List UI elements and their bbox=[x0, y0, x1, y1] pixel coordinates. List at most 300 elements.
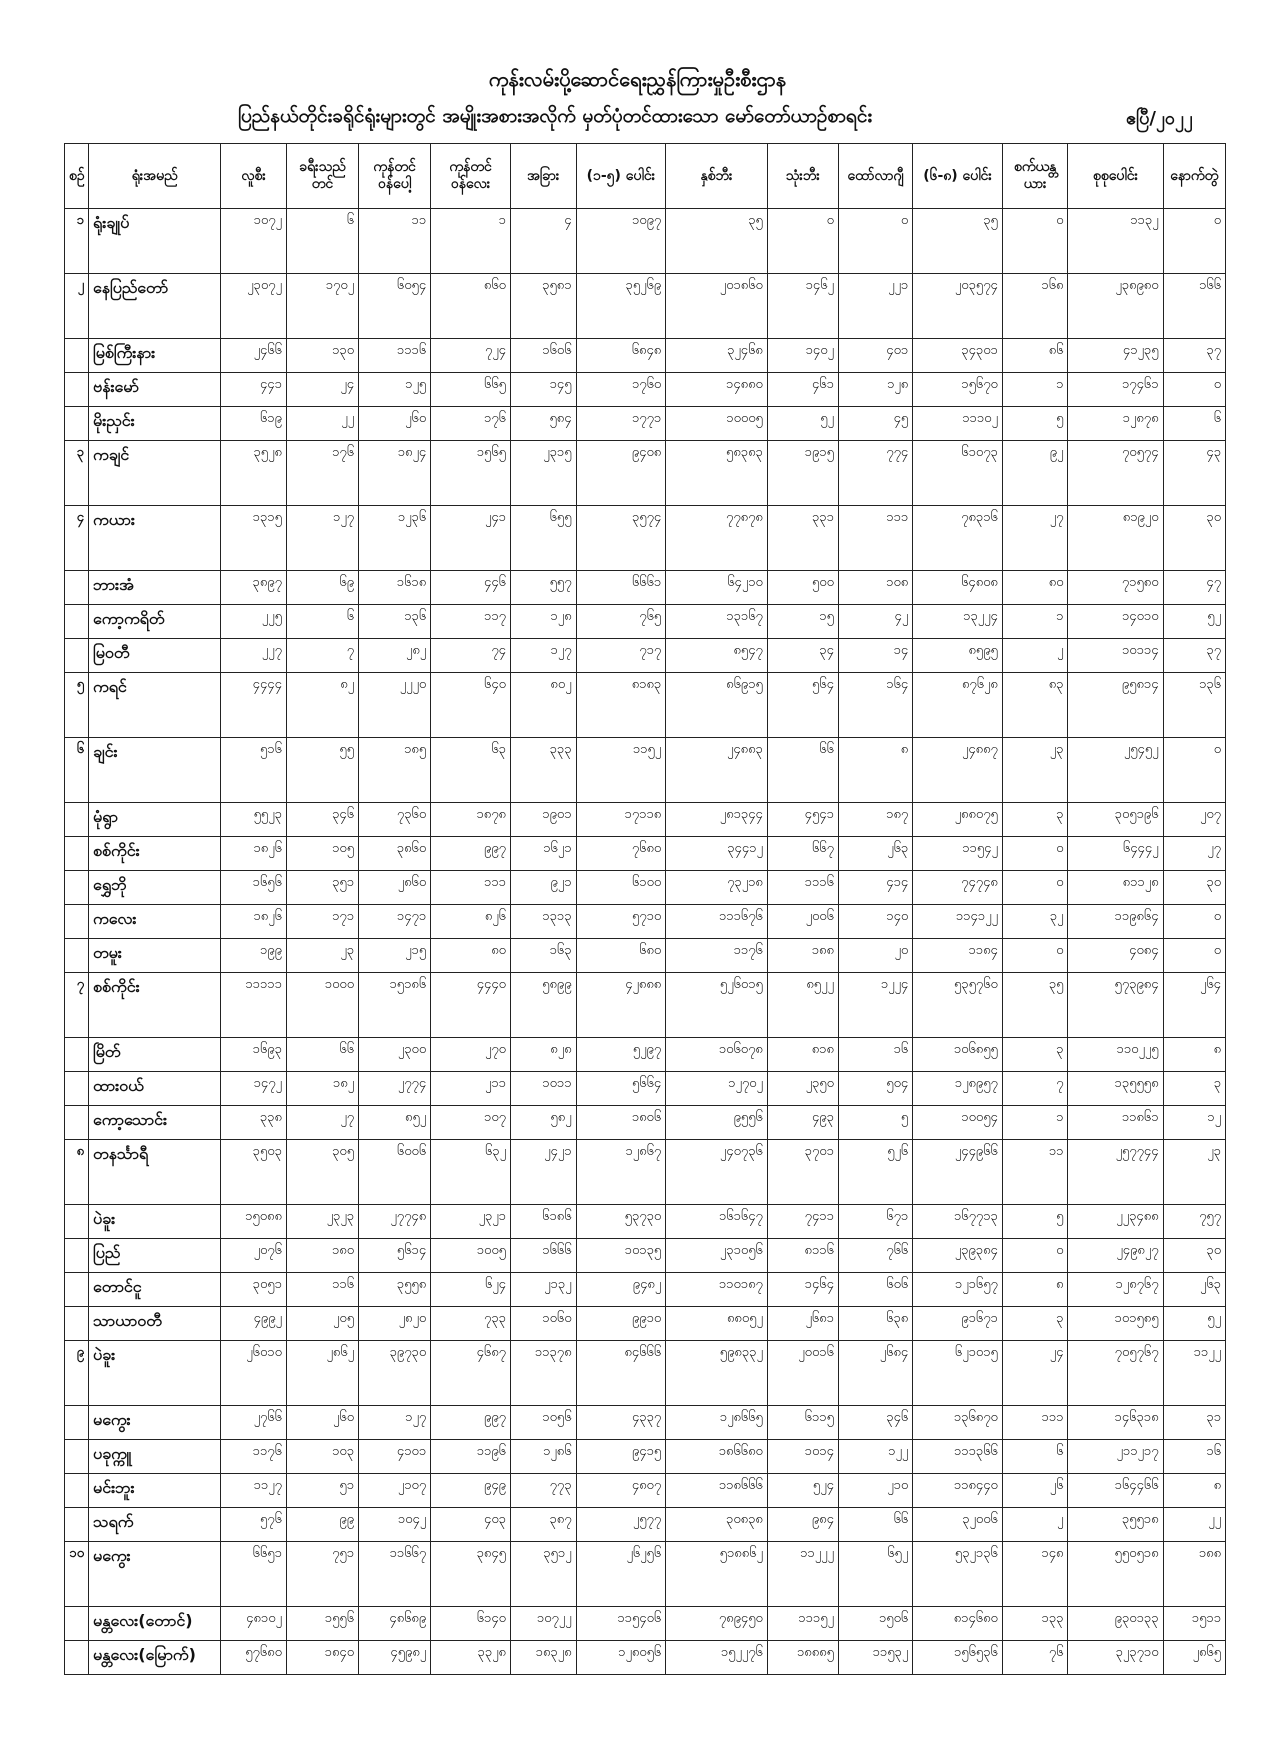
table-cell: ၆၀၆ bbox=[838, 1273, 912, 1307]
table-cell: ၄၅ bbox=[838, 407, 912, 441]
table-cell: ၁၈၂၄ bbox=[359, 441, 431, 506]
table-cell: ၆၆၅၁ bbox=[221, 1542, 287, 1607]
table-cell: ၆၆၆၁ bbox=[576, 571, 666, 605]
table-cell: ၁၉၁၅ bbox=[767, 441, 838, 506]
row-number bbox=[65, 1406, 89, 1440]
table-cell: ၂၂၅ bbox=[221, 605, 287, 639]
table-cell: ၆၀၀၆ bbox=[359, 1140, 431, 1205]
table-cell: ၁၆၉၃ bbox=[221, 1038, 287, 1072]
table-cell: ၀ bbox=[1163, 738, 1225, 803]
row-number: ၇ bbox=[65, 973, 89, 1038]
table-cell: ၀ bbox=[1002, 939, 1068, 973]
table-row bbox=[65, 1542, 1226, 1607]
table-row bbox=[65, 1406, 1226, 1440]
table-cell: ၄၃ bbox=[1163, 441, 1225, 506]
table-row bbox=[65, 1341, 1226, 1406]
table-cell: ၄၆၈၇ bbox=[431, 1341, 511, 1406]
table-cell: ၁၄၈၈၀ bbox=[666, 373, 768, 407]
table-cell: ၁၁၂၂၂ bbox=[767, 1542, 838, 1607]
table-cell: ၁၁၁၆ bbox=[767, 871, 838, 905]
table-cell: ၁၀၁၃၅ bbox=[576, 1239, 666, 1273]
table-cell: ၁၁၃၇၈ bbox=[510, 1341, 576, 1406]
table-cell: ၃၉၇၃၀ bbox=[359, 1341, 431, 1406]
table-cell: ၁၁၅၂ bbox=[576, 738, 666, 803]
table-cell: ၇၀၅၇၄ bbox=[1068, 441, 1163, 506]
column-header: (၁-၅) ပေါင်း bbox=[576, 144, 666, 209]
table-cell: ၁၂၈၇၆၇ bbox=[1068, 1273, 1163, 1307]
table-cell: ၇၇၃ bbox=[510, 1474, 576, 1508]
office-name: ဘားအံ bbox=[89, 571, 221, 605]
table-cell: ၂၂၃၄၈၈ bbox=[1068, 1205, 1163, 1239]
table-cell: ၂၇၆၆ bbox=[221, 1406, 287, 1440]
table-cell: ၃၀ bbox=[1163, 1239, 1225, 1273]
table-cell: ၁၀၇ bbox=[431, 1106, 511, 1140]
table-cell: ၁၁၅၄၂ bbox=[913, 837, 1003, 871]
office-name: မုံရွာ bbox=[89, 803, 221, 837]
table-cell: ၂၄၈၈၇ bbox=[913, 738, 1003, 803]
table-cell: ၁၀၃ bbox=[286, 1440, 358, 1474]
table-cell: ၂၄၂၁ bbox=[510, 1140, 576, 1205]
table-cell: ၂၆ bbox=[1002, 1474, 1068, 1508]
table-cell: ၁၄၆၃၁၈ bbox=[1068, 1406, 1163, 1440]
table-cell: ၁၁၇ bbox=[431, 605, 511, 639]
table-cell: ၁ bbox=[1002, 605, 1068, 639]
office-name: မြဝတီ bbox=[89, 639, 221, 673]
table-cell: ၁၃၆ bbox=[359, 605, 431, 639]
table-cell: ၁၁၃၂ bbox=[1068, 209, 1163, 274]
table-cell: ၈၈၀၅၂ bbox=[666, 1307, 768, 1341]
office-name: ပြည် bbox=[89, 1239, 221, 1273]
table-cell: ၄၁၂၃၅ bbox=[1068, 339, 1163, 373]
office-name: တောင်ငူ bbox=[89, 1273, 221, 1307]
table-cell: ၁၀၅၆ bbox=[510, 1406, 576, 1440]
table-cell: ၂၅၄၅၂ bbox=[1068, 738, 1163, 803]
table-cell: ၁၀၄၂ bbox=[359, 1508, 431, 1542]
row-number bbox=[65, 1474, 89, 1508]
table-cell: ၃၃၂၈ bbox=[431, 1641, 511, 1675]
table-cell: ၁၇၇၁ bbox=[576, 407, 666, 441]
row-number bbox=[65, 1239, 89, 1273]
table-cell: ၁၂၈၀၅၆ bbox=[576, 1641, 666, 1675]
table-cell: ၄၁၄ bbox=[838, 871, 912, 905]
table-cell: ၁၈၅ bbox=[359, 738, 431, 803]
table-cell: ၁၉၉ bbox=[221, 939, 287, 973]
table-cell: ၃၂၀၀၆ bbox=[913, 1508, 1003, 1542]
office-name: သာယာဝတီ bbox=[89, 1307, 221, 1341]
register-title: ပြည်နယ်တိုင်းခရိုင်ရုံးများတွင် အမျိုးအစားအလိုက် မှတ်ပုံတင်ထားသော မော်တော်ယာဉ်စာရင်း bbox=[237, 105, 873, 127]
table-cell: ၅၀၀ bbox=[767, 571, 838, 605]
table-cell: ၈၆၀ bbox=[431, 274, 511, 339]
table-cell: ၁၁၅၄၀၆ bbox=[576, 1607, 666, 1641]
table-cell: ၁၄၇၂ bbox=[221, 1072, 287, 1106]
table-cell: ၂၄၀၇၃၆ bbox=[666, 1140, 768, 1205]
table-cell: ၇၃၃ bbox=[431, 1307, 511, 1341]
table-cell: ၈၅၂ bbox=[359, 1106, 431, 1140]
table-cell: ၆၆ bbox=[767, 738, 838, 803]
table-cell: ၅၈၃၈၃ bbox=[666, 441, 768, 506]
table-cell: ၁၇၁ bbox=[286, 905, 358, 939]
table-cell: ၄၉၉၂ bbox=[221, 1307, 287, 1341]
table-row bbox=[65, 1038, 1226, 1072]
table-cell: ၄၂ bbox=[838, 605, 912, 639]
office-name: မြိတ် bbox=[89, 1038, 221, 1072]
office-name: ရွှေဘို bbox=[89, 871, 221, 905]
table-cell: ၆၉ bbox=[286, 571, 358, 605]
table-cell: ၀ bbox=[1163, 939, 1225, 973]
row-number bbox=[65, 1607, 89, 1641]
table-cell: ၂၃၁၀၅၆ bbox=[666, 1239, 768, 1273]
table-cell: ၁၁၂၇ bbox=[221, 1474, 287, 1508]
table-cell: ၀ bbox=[767, 209, 838, 274]
table-cell: ၁၆၆ bbox=[1163, 274, 1225, 339]
column-header: စက်ယန္တယား bbox=[1002, 144, 1068, 209]
table-cell: ၁၀၀၀၅ bbox=[666, 407, 768, 441]
table-cell: ၆၀၅၄ bbox=[359, 274, 431, 339]
table-cell: ၁၂၇ bbox=[510, 639, 576, 673]
table-cell: ၅၂ bbox=[1163, 1307, 1225, 1341]
table-cell: ၅၁၈၈၆၂ bbox=[666, 1542, 768, 1607]
table-cell: ၁၁၁၆၇၆ bbox=[666, 905, 768, 939]
table-cell: ၃၁ bbox=[1163, 1406, 1225, 1440]
table-cell: ၁၁၁ bbox=[838, 506, 912, 571]
table-cell: ၃၅ bbox=[666, 209, 768, 274]
table-cell: ၄၄၆ bbox=[431, 571, 511, 605]
table-cell: ၆၄၈၀၈ bbox=[913, 571, 1003, 605]
table-cell: ၂၆၃ bbox=[838, 837, 912, 871]
table-cell: ၁၁၁ bbox=[1002, 1406, 1068, 1440]
table-cell: ၁၅၅၆ bbox=[286, 1607, 358, 1641]
table-cell: ၁၃၆၈၇၀ bbox=[913, 1406, 1003, 1440]
table-cell: ၅၇၆ bbox=[221, 1508, 287, 1542]
table-cell: ၂၂၇ bbox=[221, 639, 287, 673]
table-cell: ၅၇၆၈၀ bbox=[221, 1641, 287, 1675]
column-header: ထော်လာဂျီ bbox=[838, 144, 912, 209]
table-cell: ၅၅၀၅၁၈ bbox=[1068, 1542, 1163, 1607]
column-header: ကုန်တင်ဝန်ပေါ့ bbox=[359, 144, 431, 209]
table-cell: ၅၇၃၉၈၄ bbox=[1068, 973, 1163, 1038]
table-cell: ၄၀၁ bbox=[838, 339, 912, 373]
table-cell: ၂၈၁၃၄၄ bbox=[666, 803, 768, 837]
table-cell: ၁၅၁၈၆ bbox=[359, 973, 431, 1038]
table-cell: ၁၃၃ bbox=[1002, 1607, 1068, 1641]
table-cell: ၆၆၇ bbox=[767, 837, 838, 871]
table-row bbox=[65, 1072, 1226, 1106]
table-cell: ၂၀၀၁၆ bbox=[767, 1341, 838, 1406]
table-cell: ၁၅၆၇၀ bbox=[913, 373, 1003, 407]
table-cell: ၆၃ bbox=[431, 738, 511, 803]
table-cell: ၆၃၂ bbox=[431, 1140, 511, 1205]
row-number: ၉ bbox=[65, 1341, 89, 1406]
column-header: စဉ် bbox=[65, 144, 89, 209]
table-cell: ၂၀၇၆ bbox=[221, 1239, 287, 1273]
table-cell: ၂၄၈၈၃ bbox=[666, 738, 768, 803]
table-cell: ၇၃၆၀ bbox=[359, 803, 431, 837]
office-name: မိုးညှင်း bbox=[89, 407, 221, 441]
table-cell: ၁ bbox=[431, 209, 511, 274]
table-cell: ၉၅၅၆ bbox=[666, 1106, 768, 1140]
row-number: ၆ bbox=[65, 738, 89, 803]
table-cell: ၁၀၆၈၅၅ bbox=[913, 1038, 1003, 1072]
table-cell: ၂၃ bbox=[1002, 738, 1068, 803]
table-cell: ၂၃ bbox=[1163, 1140, 1225, 1205]
table-cell: ၃၅၁၂ bbox=[510, 1542, 576, 1607]
table-cell: ၂၂၂၀ bbox=[359, 673, 431, 738]
table-cell: ၄၄၄၄ bbox=[221, 673, 287, 738]
table-cell: ၁၂ bbox=[1163, 1106, 1225, 1140]
table-cell: ၁၆၄၄၆၆ bbox=[1068, 1474, 1163, 1508]
table-cell: ၉၉၇ bbox=[431, 837, 511, 871]
table-cell: ၈၁၄၆၈၀ bbox=[913, 1607, 1003, 1641]
column-header: အခြား bbox=[510, 144, 576, 209]
table-cell: ၈၁၈ bbox=[767, 1038, 838, 1072]
table-cell: ၁၆၁၆၄၇ bbox=[666, 1205, 768, 1239]
table-cell: ၆၄၄၄၂ bbox=[1068, 837, 1163, 871]
table-cell: ၁၀၈ bbox=[838, 571, 912, 605]
table-cell: ၁၃၀ bbox=[286, 339, 358, 373]
table-cell: ၂၈၆၂ bbox=[286, 1341, 358, 1406]
table-cell: ၅၂၆၀၁၅ bbox=[666, 973, 768, 1038]
table-cell: ၁၆၁၈ bbox=[359, 571, 431, 605]
column-header: စုစုပေါင်း bbox=[1068, 144, 1163, 209]
table-cell: ၅၈၄ bbox=[510, 407, 576, 441]
table-cell: ၇၄ bbox=[431, 639, 511, 673]
table-cell: ၁၆၆၆ bbox=[510, 1239, 576, 1273]
table-cell: ၆၂၁၀၁၅ bbox=[913, 1341, 1003, 1406]
table-cell: ၃၅၅၁၈ bbox=[1068, 1508, 1163, 1542]
header-row bbox=[65, 144, 1226, 209]
table-row bbox=[65, 373, 1226, 407]
table-cell: ၁၂၂ bbox=[838, 1440, 912, 1474]
office-name: နေပြည်တော် bbox=[89, 274, 221, 339]
table-cell: ၂၃၀၀ bbox=[359, 1038, 431, 1072]
table-cell: ၈၂၈ bbox=[510, 1038, 576, 1072]
row-number: ၅ bbox=[65, 673, 89, 738]
table-cell: ၅၉၈၃၃၂ bbox=[666, 1341, 768, 1406]
table-cell: ၁၄၆၂ bbox=[767, 274, 838, 339]
table-cell: ၁၁၈၄၄၀ bbox=[913, 1474, 1003, 1508]
table-cell: ၃၀၈၃၈ bbox=[666, 1508, 768, 1542]
table-cell: ၇၅၇ bbox=[1163, 1205, 1225, 1239]
table-cell: ၂၇၀ bbox=[431, 1038, 511, 1072]
table-cell: ၈ bbox=[1002, 1273, 1068, 1307]
table-cell: ၅ bbox=[1002, 407, 1068, 441]
table-cell: ၂၁၁ bbox=[431, 1072, 511, 1106]
table-cell: ၁၇၁၁၈ bbox=[576, 803, 666, 837]
table-cell: ၃ bbox=[1002, 1038, 1068, 1072]
table-cell: ၁၄၀၁၀ bbox=[1068, 605, 1163, 639]
table-cell: ၄၃၃၇ bbox=[576, 1406, 666, 1440]
table-cell: ၃၅၁ bbox=[286, 871, 358, 905]
table-cell: ၈၃ bbox=[1002, 673, 1068, 738]
table-cell: ၃၄၆ bbox=[838, 1406, 912, 1440]
office-name: ပခုက္ကူ bbox=[89, 1440, 221, 1474]
table-cell: ၁၃၁၆၇ bbox=[666, 605, 768, 639]
table-cell: ၇၅၁ bbox=[286, 1542, 358, 1607]
table-cell: ၉၉ bbox=[286, 1508, 358, 1542]
table-cell: ၁၆၅၆ bbox=[221, 871, 287, 905]
table-cell: ၃၄၃၀၁ bbox=[913, 339, 1003, 373]
table-cell: ၁၁၁၅၂ bbox=[767, 1607, 838, 1641]
office-name: မြစ်ကြီးနား bbox=[89, 339, 221, 373]
table-row bbox=[65, 506, 1226, 571]
column-header: နှစ်ဘီး bbox=[666, 144, 768, 209]
office-title: ကုန်းလမ်းပို့ဆောင်ရေးညွှန်ကြားမှုဦးစီးဌာန bbox=[488, 67, 787, 91]
table-cell: ၃၀၅ bbox=[286, 1140, 358, 1205]
table-row bbox=[65, 837, 1226, 871]
row-number bbox=[65, 1205, 89, 1239]
table-cell: ၂၂ bbox=[1163, 1508, 1225, 1542]
table-cell: ၂၇၇၄၈ bbox=[359, 1205, 431, 1239]
table-cell: ၃၂ bbox=[1002, 905, 1068, 939]
table-cell: ၇၄၇၄၈ bbox=[913, 871, 1003, 905]
table-cell: ၁၂၈ bbox=[838, 373, 912, 407]
table-cell: ၁၁၆ bbox=[286, 1273, 358, 1307]
table-cell: ၈၁၈၃ bbox=[576, 673, 666, 738]
table-cell: ၃ bbox=[1002, 1307, 1068, 1341]
table-cell: ၈ bbox=[1163, 1038, 1225, 1072]
table-cell: ၁၀၅ bbox=[286, 837, 358, 871]
table-cell: ၁၉၀၁ bbox=[510, 803, 576, 837]
table-cell: ၃၇ bbox=[1163, 339, 1225, 373]
table-cell: ၃၃၈ bbox=[221, 1106, 287, 1140]
table-row bbox=[65, 1140, 1226, 1205]
column-header: ရုံးအမည် bbox=[89, 144, 221, 209]
table-cell: ၁၁၈၆၁ bbox=[1068, 1106, 1163, 1140]
table-cell: ၂၁၀ bbox=[838, 1474, 912, 1508]
table-cell: ၃၂၄၆၈ bbox=[666, 339, 768, 373]
table-cell: ၃ bbox=[1163, 1072, 1225, 1106]
table-cell: ၁၈၈၈၅ bbox=[767, 1641, 838, 1675]
table-cell: ၆၅၅ bbox=[510, 506, 576, 571]
table-cell: ၃၅ bbox=[1002, 973, 1068, 1038]
table-cell: ၄၈၁၀၂ bbox=[221, 1607, 287, 1641]
table-cell: ၈၅၉၅ bbox=[913, 639, 1003, 673]
table-cell: ၁၁၁ bbox=[431, 871, 511, 905]
table-cell: ၄၅၉၈၂ bbox=[359, 1641, 431, 1675]
table-cell: ၁၄၀၂ bbox=[767, 339, 838, 373]
office-name: မန္တလေး(တောင်) bbox=[89, 1607, 221, 1641]
row-number: ၄ bbox=[65, 506, 89, 571]
office-name: ထားဝယ် bbox=[89, 1072, 221, 1106]
table-cell: ၃၅၂၆၉ bbox=[576, 274, 666, 339]
table-cell: ၅ bbox=[1002, 1205, 1068, 1239]
table-cell: ၂ bbox=[1002, 1508, 1068, 1542]
table-cell: ၁၀၇၂၂ bbox=[510, 1607, 576, 1641]
column-header: နောက်တွဲ bbox=[1163, 144, 1225, 209]
table-cell: ၁၅၆၅ bbox=[431, 441, 511, 506]
table-cell: ၂၄ bbox=[1002, 1341, 1068, 1406]
table-row bbox=[65, 871, 1226, 905]
table-cell: ၅၁၆ bbox=[221, 738, 287, 803]
table-cell: ၂၈၂ bbox=[359, 639, 431, 673]
table-cell: ၁၈၇၈ bbox=[431, 803, 511, 837]
table-cell: ၃၅၀၃ bbox=[221, 1140, 287, 1205]
table-cell: ၁၁၁၀၂ bbox=[913, 407, 1003, 441]
office-name: ကော့သောင်း bbox=[89, 1106, 221, 1140]
table-row bbox=[65, 639, 1226, 673]
document-date: ဧပြီ/၂၀၂၂ bbox=[1126, 108, 1193, 129]
table-cell: ၁၃၁၅ bbox=[221, 506, 287, 571]
table-cell: ၁၁၅၃၂ bbox=[838, 1641, 912, 1675]
table-cell: ၇၇၈၇၈ bbox=[666, 506, 768, 571]
table-cell: ၉၅၈၁၄ bbox=[1068, 673, 1163, 738]
table-cell: ၈၆ bbox=[1002, 339, 1068, 373]
table-cell: ၂၇ bbox=[286, 1106, 358, 1140]
table-cell: ၁၈၄၀ bbox=[286, 1641, 358, 1675]
table-cell: ၁၂၃၆ bbox=[359, 506, 431, 571]
table-cell: ၆၆ bbox=[838, 1508, 912, 1542]
table-cell: ၁၀၉၇ bbox=[576, 209, 666, 274]
table-cell: ၄၀၃ bbox=[431, 1508, 511, 1542]
table-cell: ၅၁ bbox=[286, 1474, 358, 1508]
table-cell: ၆၁၉ bbox=[221, 407, 287, 441]
table-row bbox=[65, 1205, 1226, 1239]
table-cell: ၉၃၀၁၃၃ bbox=[1068, 1607, 1163, 1641]
table-cell: ၅၂ bbox=[1163, 605, 1225, 639]
table-cell: ၁၂၂၄ bbox=[838, 973, 912, 1038]
table-cell: ၃၇ bbox=[1163, 639, 1225, 673]
table-cell: ၆၁၄၀ bbox=[431, 1607, 511, 1641]
table-cell: ၁ bbox=[1002, 373, 1068, 407]
table-cell: ၂၆၃ bbox=[1163, 1273, 1225, 1307]
office-name: စစ်ကိုင်း bbox=[89, 973, 221, 1038]
table-cell: ၅၂၆ bbox=[838, 1140, 912, 1205]
table-cell: ၁၀၆၀၇၈ bbox=[666, 1038, 768, 1072]
table-cell: ၇၁၅၈၀ bbox=[1068, 571, 1163, 605]
table-cell: ၄၄၄၀ bbox=[431, 973, 511, 1038]
table-cell: ၁၁၀၂၂၅ bbox=[1068, 1038, 1163, 1072]
table-row bbox=[65, 1239, 1226, 1273]
vehicle-register-table bbox=[64, 143, 1226, 1675]
table-cell: ၄၉၃ bbox=[767, 1106, 838, 1140]
table-cell: ၇၄၁၁ bbox=[767, 1205, 838, 1239]
table-cell: ၈၁၁၂၈ bbox=[1068, 871, 1163, 905]
office-name: တမူး bbox=[89, 939, 221, 973]
office-name: ဗန်းမော် bbox=[89, 373, 221, 407]
table-cell: ၂၃၈၉၈၀ bbox=[1068, 274, 1163, 339]
table-row bbox=[65, 1508, 1226, 1542]
table-cell: ၄၄၁ bbox=[221, 373, 287, 407]
table-cell: ၈၀၂ bbox=[510, 673, 576, 738]
row-number: ၃ bbox=[65, 441, 89, 506]
table-cell: ၂၆၂၅၆ bbox=[576, 1542, 666, 1607]
table-cell: ၁၂၇ bbox=[359, 1406, 431, 1440]
table-cell: ၁၁၈၆၆၆ bbox=[666, 1474, 768, 1508]
table-cell: ၂၇ bbox=[1163, 837, 1225, 871]
table-row bbox=[65, 1273, 1226, 1307]
table-cell: ၄ bbox=[510, 209, 576, 274]
table-cell: ၀ bbox=[1002, 871, 1068, 905]
table-cell: ၁၁၄၁၂၂ bbox=[913, 905, 1003, 939]
table-cell: ၂၃၀၇၂ bbox=[221, 274, 287, 339]
table-cell: ၅၆၄ bbox=[767, 673, 838, 738]
table-cell: ၂၂ bbox=[286, 407, 358, 441]
table-cell: ၉၉၁၀ bbox=[576, 1307, 666, 1341]
table-cell: ၁၂၇ bbox=[286, 506, 358, 571]
table-cell: ၇၇၄ bbox=[838, 441, 912, 506]
office-name: ပဲခူး bbox=[89, 1341, 221, 1406]
table-cell: ၁၈၃၂၈ bbox=[510, 1641, 576, 1675]
row-number bbox=[65, 837, 89, 871]
table-cell: ၆၆ bbox=[286, 1038, 358, 1072]
table-cell: ၁၈၂၆ bbox=[221, 837, 287, 871]
table-cell: ၂၁၃၂ bbox=[510, 1273, 576, 1307]
office-name: ချင်း bbox=[89, 738, 221, 803]
office-name: ကလေး bbox=[89, 905, 221, 939]
table-cell: ၁၆၇၇၁၃ bbox=[913, 1205, 1003, 1239]
table-cell: ၁၆၃ bbox=[510, 939, 576, 973]
table-cell: ၁၆ bbox=[838, 1038, 912, 1072]
